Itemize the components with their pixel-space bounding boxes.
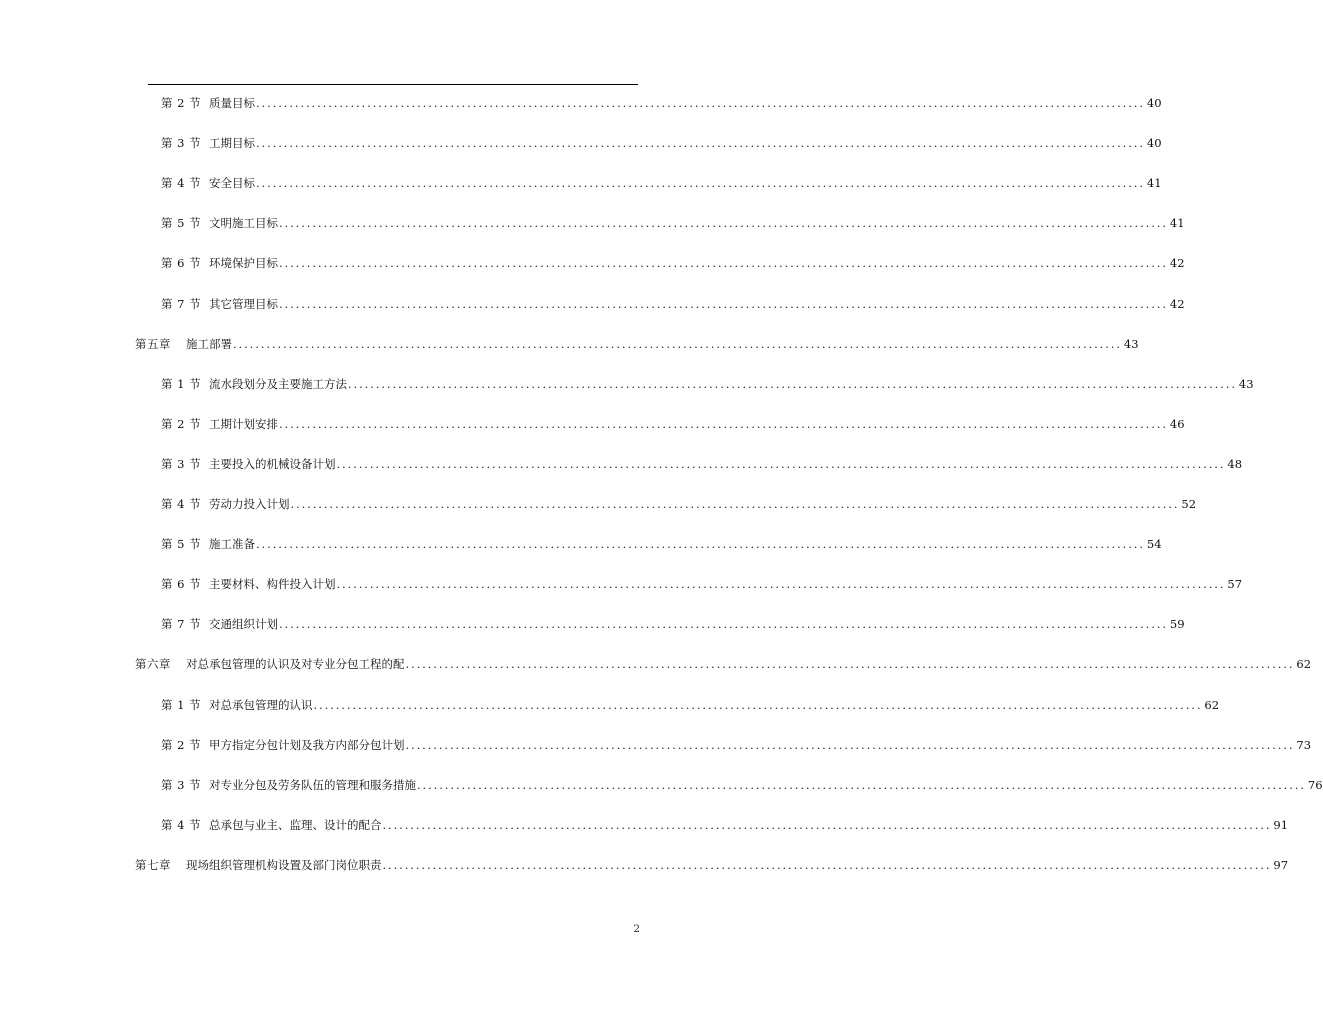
toc-section-entry[interactable] — [161, 95, 1162, 115]
toc-section-entry[interactable] — [161, 135, 1162, 155]
toc-entry-number: 第 6 节 — [161, 256, 202, 271]
toc-entry-page: 43 — [1238, 376, 1254, 391]
toc-entry-number: 第 1 节 — [161, 697, 202, 712]
toc-entry-page: 73 — [1296, 737, 1312, 752]
toc-entry-title: 对总承包管理的认识及对专业分包工程的配 — [186, 657, 405, 672]
toc-entry-number: 第 5 节 — [161, 537, 202, 552]
toc-entry-page: 42 — [1169, 256, 1185, 271]
toc-entry-number: 第 3 节 — [161, 777, 202, 792]
toc-entry-page: 59 — [1169, 617, 1185, 632]
toc-entry-page: 41 — [1146, 176, 1162, 191]
toc-entry-title: 劳动力投入计划 — [209, 497, 290, 511]
toc-entry-title: 其它管理目标 — [209, 296, 278, 311]
toc-chapter-entry[interactable] — [135, 857, 1289, 877]
toc-section-entry[interactable] — [161, 255, 1185, 275]
toc-entry-title: 主要材料、构件投入计划 — [209, 577, 336, 592]
toc-section-entry[interactable] — [161, 175, 1162, 195]
toc-entry-title: 总承包与业主、监理、设计的配合 — [209, 817, 382, 832]
toc-dot-leader: ................................................................................................................................................................ — [290, 497, 1180, 511]
toc-entry-title: 工期计划安排 — [209, 416, 278, 431]
toc-entry-number: 第 4 节 — [161, 817, 202, 832]
toc-chapter-entry[interactable] — [135, 656, 1312, 676]
toc-dot-leader: ................................................................................................................................................................ — [279, 416, 1168, 431]
toc-dot-leader: ................................................................................................................................................................ — [256, 96, 1145, 110]
toc-entry-number: 第 2 节 — [161, 737, 202, 752]
toc-entry-page: 91 — [1273, 817, 1289, 832]
toc-entry-page: 76 — [1307, 777, 1323, 792]
toc-dot-leader: ................................................................................................................................................................ — [256, 136, 1145, 151]
toc-entry-number: 第 7 节 — [161, 617, 202, 632]
toc-entry-number: 第 2 节 — [161, 96, 202, 110]
toc-entry-page: 43 — [1123, 336, 1139, 351]
toc-entry-title: 对总承包管理的认识 — [209, 697, 313, 712]
toc-section-entry[interactable] — [161, 215, 1185, 235]
toc-section-entry[interactable] — [161, 376, 1254, 396]
toc-entry-title: 施工准备 — [209, 537, 255, 552]
toc-entry-number: 第 4 节 — [161, 176, 202, 191]
toc-dot-leader: ................................................................................................................................................................ — [405, 657, 1295, 672]
toc-section-entry[interactable] — [161, 737, 1312, 757]
toc-dot-leader: ................................................................................................................................................................ — [417, 777, 1306, 792]
toc-entry-number: 第七章 — [135, 857, 171, 872]
toc-entry-title: 施工部署 — [186, 336, 232, 351]
toc-dot-leader: ................................................................................................................................................................ — [382, 817, 1272, 832]
toc-dot-leader: ................................................................................................................................................................ — [382, 857, 1272, 872]
toc-entry-page: 46 — [1169, 416, 1185, 431]
toc-entry-title: 文明施工目标 — [209, 216, 278, 231]
toc-entry-page: 48 — [1227, 456, 1243, 471]
toc-entry-page: 40 — [1146, 96, 1162, 110]
toc-entry-title: 甲方指定分包计划及我方内部分包计划 — [209, 737, 405, 752]
toc-section-entry[interactable] — [161, 456, 1243, 476]
toc-section-entry[interactable] — [161, 697, 1220, 717]
toc-dot-leader: ................................................................................................................................................................ — [279, 256, 1168, 271]
toc-entry-title: 环境保护目标 — [209, 256, 278, 271]
toc-entry-page: 57 — [1227, 577, 1243, 592]
toc-entry-page: 42 — [1169, 296, 1185, 311]
toc-section-entry[interactable] — [161, 416, 1185, 436]
toc-entry-number: 第 2 节 — [161, 416, 202, 431]
toc-section-entry[interactable] — [161, 536, 1162, 556]
toc-entry-page: 97 — [1273, 857, 1289, 872]
toc-section-entry[interactable] — [161, 616, 1185, 636]
toc-entry-number: 第六章 — [135, 657, 171, 672]
toc-entry-number: 第 4 节 — [161, 497, 202, 511]
toc-entry-number: 第 3 节 — [161, 136, 202, 151]
toc-entry-page: 62 — [1204, 697, 1220, 712]
toc-dot-leader: ................................................................................................................................................................ — [256, 176, 1145, 191]
toc-entry-number: 第五章 — [135, 336, 171, 351]
toc-section-entry[interactable] — [161, 296, 1185, 316]
toc-entry-page: 52 — [1181, 497, 1197, 511]
toc-entry-page: 62 — [1296, 657, 1312, 672]
toc-entry-title: 安全目标 — [209, 176, 255, 191]
toc-entry-number: 第 1 节 — [161, 376, 202, 391]
toc-dot-leader: ................................................................................................................................................................ — [405, 737, 1295, 752]
toc-section-entry[interactable] — [161, 496, 1197, 516]
toc-dot-leader: ................................................................................................................................................................ — [313, 697, 1203, 712]
toc-dot-leader: ................................................................................................................................................................ — [279, 296, 1168, 311]
toc-entry-page: 40 — [1146, 136, 1162, 151]
toc-chapter-entry[interactable] — [135, 336, 1139, 356]
toc-entry-title: 流水段划分及主要施工方法 — [209, 376, 347, 391]
toc-section-entry[interactable] — [161, 576, 1243, 596]
toc-dot-leader: ................................................................................................................................................................ — [279, 617, 1168, 632]
toc-entry-number: 第 3 节 — [161, 456, 202, 471]
toc-entry-title: 主要投入的机械设备计划 — [209, 456, 336, 471]
toc-entry-title: 交通组织计划 — [209, 617, 278, 632]
toc-dot-leader: ................................................................................................................................................................ — [348, 376, 1237, 391]
toc-dot-leader: ................................................................................................................................................................ — [256, 537, 1145, 552]
page-number: 2 — [633, 923, 640, 935]
toc-entry-number: 第 5 节 — [161, 216, 202, 231]
toc-dot-leader: ................................................................................................................................................................ — [279, 216, 1168, 231]
toc-entry-number: 第 6 节 — [161, 577, 202, 592]
toc-dot-leader: ................................................................................................................................................................ — [336, 456, 1226, 471]
toc-section-entry[interactable] — [161, 817, 1289, 837]
toc-dot-leader: ................................................................................................................................................................ — [336, 577, 1226, 592]
toc-dot-leader: ................................................................................................................................................................ — [233, 336, 1122, 351]
toc-entry-page: 54 — [1146, 537, 1162, 552]
toc-entry-number: 第 7 节 — [161, 296, 202, 311]
toc-entry-title: 质量目标 — [209, 96, 255, 110]
toc-entry-title: 现场组织管理机构设置及部门岗位职责 — [186, 857, 382, 872]
header-rule — [148, 84, 638, 85]
toc-entry-title: 工期目标 — [209, 136, 255, 151]
toc-section-entry[interactable] — [161, 777, 1323, 797]
toc-entry-title: 对专业分包及劳务队伍的管理和服务措施 — [209, 777, 416, 792]
toc-entry-page: 41 — [1169, 216, 1185, 231]
